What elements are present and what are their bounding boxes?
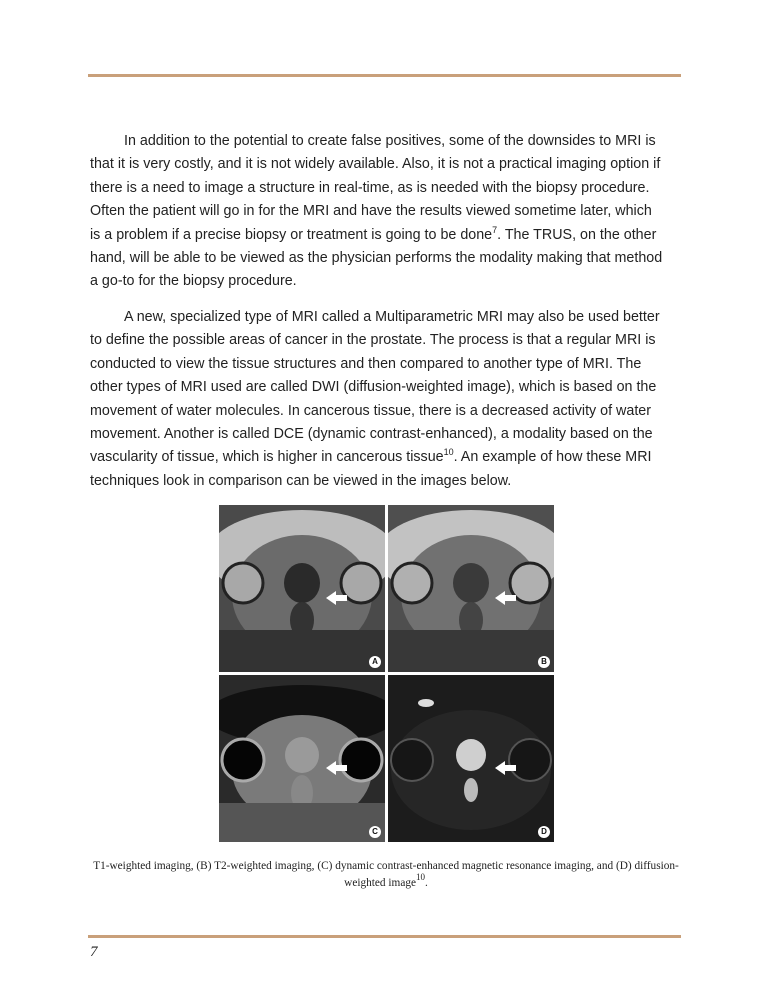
line-text: hand, will be able to be viewed as the physician performs the modality making that method	[90, 249, 663, 266]
t2-weighted-image	[388, 505, 554, 672]
line-text: In addition to the potential to create false positives, some of the downsides to MRI is	[124, 133, 656, 149]
text-line	[90, 177, 690, 200]
figure-caption	[70, 858, 702, 892]
dwi-image	[388, 675, 554, 842]
text-line	[90, 400, 690, 423]
dce-image	[219, 675, 385, 842]
line-text: a go-to for the biopsy procedure.	[90, 273, 297, 290]
text-line	[90, 329, 690, 352]
panel-label-c: C	[369, 826, 381, 838]
text-line	[90, 376, 690, 399]
paragraph-2	[90, 306, 690, 493]
line-text: other types of MRI used are called DWI (diffusion-weighted image), which is based on the	[90, 379, 657, 396]
text-line	[90, 353, 690, 376]
caption-text: weighted image	[344, 877, 416, 889]
line-text: conducted to view the tissue structures and then compared to another type of MRI. The	[90, 355, 642, 372]
text-line	[90, 130, 690, 153]
text-line	[90, 200, 690, 223]
line-text: techniques look in comparison can be viewed in the images below.	[90, 472, 512, 489]
text-line	[90, 247, 690, 270]
footer-rule	[88, 935, 681, 938]
mri-figure	[218, 504, 555, 842]
line-text: movement. Another is called DCE (dynamic contrast-enhanced), a modality based on the	[90, 425, 653, 442]
citation-superscript: 7	[492, 224, 498, 235]
caption-line-2	[70, 872, 702, 892]
line-text: movement of water molecules. In cancerous tissue, there is a decreased activity of water	[90, 402, 652, 419]
line-text: A new, specialized type of MRI called a Multiparametric MRI may also be used better	[124, 309, 660, 325]
caption-line-1: T1-weighted imaging, (B) T2-weighted imaging, (C) dynamic contrast-enhanced magnetic resonance imaging, and (D) diffusion-	[93, 860, 679, 872]
paragraph-1	[90, 130, 690, 294]
line-text: that it is very costly, and it is not widely available. Also, it is not a practical imaging option if	[90, 156, 661, 173]
header-rule	[88, 74, 681, 77]
caption-citation: 10	[416, 872, 425, 882]
line-text-continued: . The TRUS, on the other	[497, 226, 657, 243]
text-line	[90, 224, 690, 247]
panel-label-a: A	[369, 656, 381, 668]
line-text: there is a need to image a structure in real-time, as is needed with the biopsy procedure.	[90, 179, 650, 196]
page-number: 7	[90, 944, 98, 960]
text-line	[90, 446, 690, 469]
text-line	[90, 270, 690, 293]
text-line	[90, 423, 690, 446]
t1-weighted-image	[219, 505, 385, 672]
line-text: is a problem if a precise biopsy or treatment is going to be done	[90, 226, 493, 243]
mri-panel-d	[388, 675, 554, 842]
line-text-continued: . An example of how these MRI	[453, 449, 652, 466]
line-text: Often the patient will go in for the MRI and have the results viewed sometime later, which	[90, 203, 652, 220]
mri-panel-b	[388, 505, 554, 672]
mri-panel-a	[219, 505, 385, 672]
text-line	[90, 153, 690, 176]
line-text: vascularity of tissue, which is higher in cancerous tissue	[90, 449, 444, 466]
citation-superscript: 10	[443, 447, 454, 458]
panel-label-d: D	[538, 826, 550, 838]
text-line	[90, 470, 690, 493]
caption-period: .	[425, 877, 428, 889]
panel-label-b: B	[538, 656, 550, 668]
text-line	[90, 306, 690, 329]
line-text: to define the possible areas of cancer in the prostate. The process is that a regular MRI is	[90, 332, 656, 349]
mri-panel-c	[219, 675, 385, 842]
